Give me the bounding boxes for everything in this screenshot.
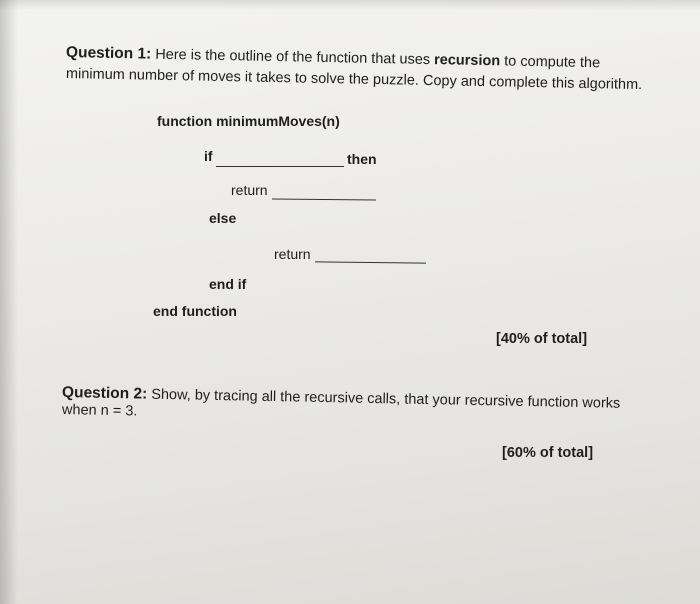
question1-bold-word: recursion bbox=[433, 52, 501, 70]
question2-text: Show, by tracing all the recursive calls, that your recursive function works bbox=[147, 386, 621, 412]
question2-weight: [60% of total] bbox=[502, 445, 594, 461]
return1-keyword: return bbox=[231, 182, 268, 198]
question2-label: Question 2: bbox=[61, 384, 148, 403]
page-shadow-top bbox=[0, 0, 700, 10]
question1-weight: [40% of total] bbox=[496, 331, 588, 347]
question1-line2: minimum number of moves it takes to solve the puzzle. Copy and complete this algorithm. bbox=[65, 66, 643, 94]
end-function-keyword: end function bbox=[153, 303, 237, 319]
question1-intro: Here is the outline of the function that uses bbox=[151, 46, 435, 69]
algorithm-header: function minimumMoves(n) bbox=[157, 113, 340, 129]
return2-keyword: return bbox=[274, 246, 311, 262]
question1-rest: to compute the bbox=[500, 53, 601, 72]
question2-line2: when n = 3. bbox=[61, 402, 138, 420]
if-keyword: if bbox=[204, 148, 213, 164]
end-if-keyword: end if bbox=[209, 276, 247, 292]
page-shadow-left bbox=[0, 0, 18, 604]
if-condition-blank bbox=[216, 166, 344, 167]
question1-label: Question 1: bbox=[65, 44, 152, 63]
else-keyword: else bbox=[209, 210, 237, 226]
then-keyword: then bbox=[347, 151, 377, 167]
